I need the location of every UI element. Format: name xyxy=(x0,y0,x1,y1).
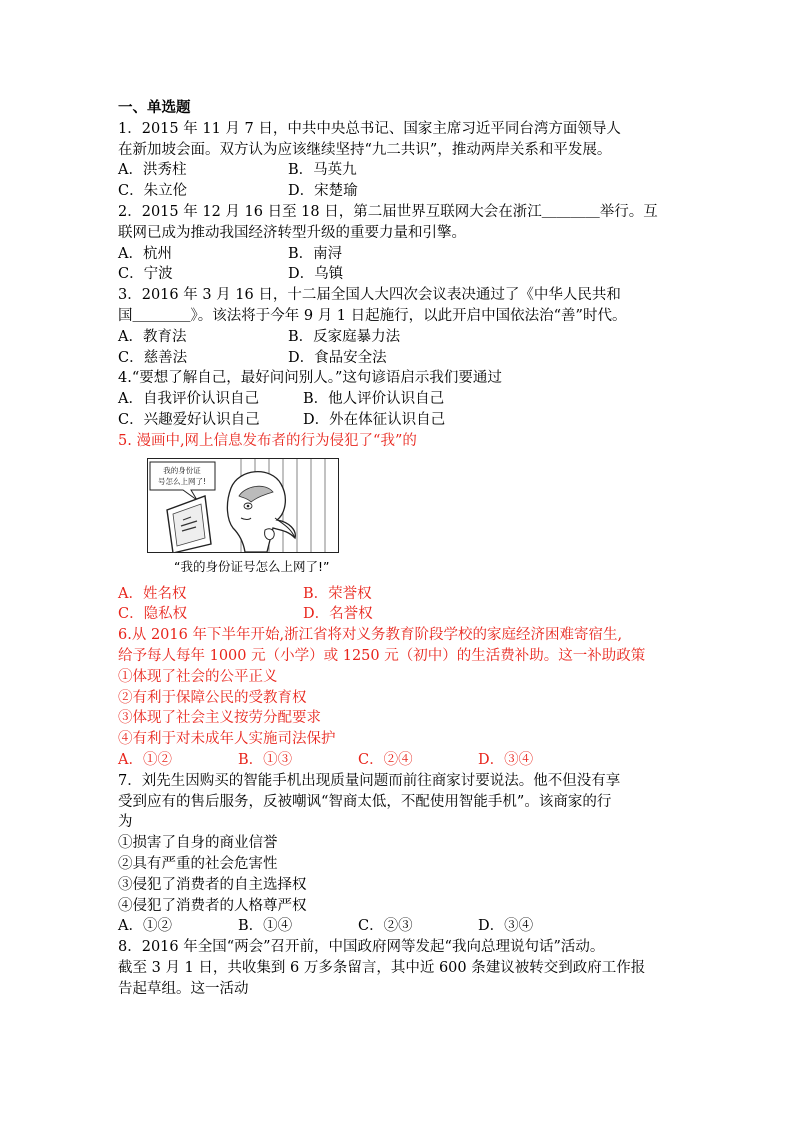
question-text-line: 受到应有的售后服务，反被嘲讽“智商太低，不配使用智能手机”。该商家的行 xyxy=(118,793,612,810)
question-4 xyxy=(118,368,688,430)
option-d: D．乌镇 xyxy=(288,266,344,283)
option-d: D．③④ xyxy=(478,751,534,768)
option-a: A．洪秀柱 xyxy=(118,162,187,179)
option-a: A．杭州 xyxy=(118,245,172,262)
question-list xyxy=(118,98,688,999)
question-text-line: 3．2016 年 3 月 16 日，十二届全国人大四次会议表决通过了《中华人民共和 xyxy=(118,287,621,304)
option-c: C．②④ xyxy=(358,751,413,768)
option-d: D．宋楚瑜 xyxy=(288,183,358,200)
option-b: B．①④ xyxy=(238,918,293,935)
statement-4: ④有利于对未成年人实施司法保护 xyxy=(118,731,336,748)
option-d: D．③④ xyxy=(478,918,534,935)
option-a: A．教育法 xyxy=(118,328,187,345)
question-text-line: 截至 3 月 1 日，共收集到 6 万多条留言，其中近 600 条建议被转交到政府工作报 xyxy=(118,959,646,976)
option-d: D．名誉权 xyxy=(303,606,373,623)
cartoon-caption: “我的身份证号怎么上网了!” xyxy=(174,558,330,574)
option-row xyxy=(118,244,688,265)
option-row xyxy=(118,584,688,605)
statement-3: ③体现了社会主义按劳分配要求 xyxy=(118,710,321,727)
option-b: B．①③ xyxy=(238,751,293,768)
question-text-line: 在新加坡会面。双方认为应该继续坚持“九二共识”，推动两岸关系和平发展。 xyxy=(118,141,612,158)
bubble-text-2: 号怎么上网了! xyxy=(157,476,207,486)
option-a: A．①② xyxy=(118,918,172,935)
option-b: B．他人评价认识自己 xyxy=(303,391,445,408)
statement-1: ①体现了社会的公平正义 xyxy=(118,668,278,685)
question-8 xyxy=(118,937,688,999)
question-text-line: 给予每人每年 1000 元（小学）或 1250 元（初中）的生活费补助。这一补助政策 xyxy=(118,647,646,664)
question-text-line: 5. 漫画中,网上信息发布者的行为侵犯了“我”的 xyxy=(118,432,417,449)
statement-3: ③侵犯了消费者的自主选择权 xyxy=(118,876,307,893)
option-d: D．外在体征认识自己 xyxy=(303,411,446,428)
option-row xyxy=(118,264,688,285)
question-2 xyxy=(118,202,688,285)
option-c: C．②③ xyxy=(358,918,413,935)
option-row xyxy=(118,181,688,202)
question-text-line: 告起草组。这一活动 xyxy=(118,980,249,997)
option-c: C．朱立伦 xyxy=(118,183,188,200)
cartoon-image xyxy=(147,458,339,553)
option-a: A．姓名权 xyxy=(118,585,187,602)
question-3 xyxy=(118,285,688,368)
question-text-line: 为 xyxy=(118,814,133,831)
option-b: B．南浔 xyxy=(288,245,343,262)
option-c: C．宁波 xyxy=(118,266,173,283)
statement-2: ②具有严重的社会危害性 xyxy=(118,855,278,872)
option-row xyxy=(118,916,688,937)
option-c: C．慈善法 xyxy=(118,349,188,366)
option-a: A．①② xyxy=(118,751,172,768)
option-row xyxy=(118,348,688,369)
option-row xyxy=(118,389,688,410)
option-c: C．兴趣爱好认识自己 xyxy=(118,411,260,428)
question-1 xyxy=(118,119,688,202)
statement-1: ①损害了自身的商业信誉 xyxy=(118,835,278,852)
option-row xyxy=(118,604,688,625)
question-text-line: 6.从 2016 年下半年开始,浙江省将对义务教育阶段学校的家庭经济困难寄宿生, xyxy=(118,627,623,644)
section-title: 一、单选题 xyxy=(118,100,191,116)
option-b: B．马英九 xyxy=(288,162,357,179)
question-5 xyxy=(118,431,688,625)
statement-4: ④侵犯了消费者的人格尊严权 xyxy=(118,897,307,914)
option-row xyxy=(118,750,688,771)
question-text-line: 8．2016 年全国“两会”召开前，中国政府网等发起“我向总理说句话”活动。 xyxy=(118,939,605,956)
question-text-line: 4.“要想了解自己，最好问问别人。”这句谚语启示我们要通过 xyxy=(118,370,502,387)
cartoon-figure xyxy=(118,458,688,576)
statement-2: ②有利于保障公民的受教育权 xyxy=(118,689,307,706)
option-c: C．隐私权 xyxy=(118,606,188,623)
question-7 xyxy=(118,771,688,937)
bubble-text-1: 我的身份证 xyxy=(163,465,201,475)
question-text-line: 1．2015 年 11 月 7 日，中共中央总书记、国家主席习近平同台湾方面领导人 xyxy=(118,120,621,137)
question-text-line: 2．2015 年 12 月 16 日至 18 日，第二届世界互联网大会在浙江＿＿＿＿举行。互 xyxy=(118,203,658,220)
option-row xyxy=(118,160,688,181)
option-row xyxy=(118,410,688,431)
option-b: B．荣誉权 xyxy=(303,585,372,602)
option-d: D．食品安全法 xyxy=(288,349,387,366)
option-row xyxy=(118,327,688,348)
option-b: B．反家庭暴力法 xyxy=(288,328,401,345)
question-text-line: 联网已成为推动我国经济转型升级的重要力量和引擎。 xyxy=(118,224,466,241)
question-text-line: 国＿＿＿＿》。该法将于今年 9 月 1 日起施行，以此开启中国依法治“善”时代。 xyxy=(118,307,627,324)
question-6 xyxy=(118,625,688,771)
question-text-line: 7．刘先生因购买的智能手机出现质量问题而前往商家讨要说法。他不但没有享 xyxy=(118,772,621,789)
option-a: A．自我评价认识自己 xyxy=(118,391,259,408)
